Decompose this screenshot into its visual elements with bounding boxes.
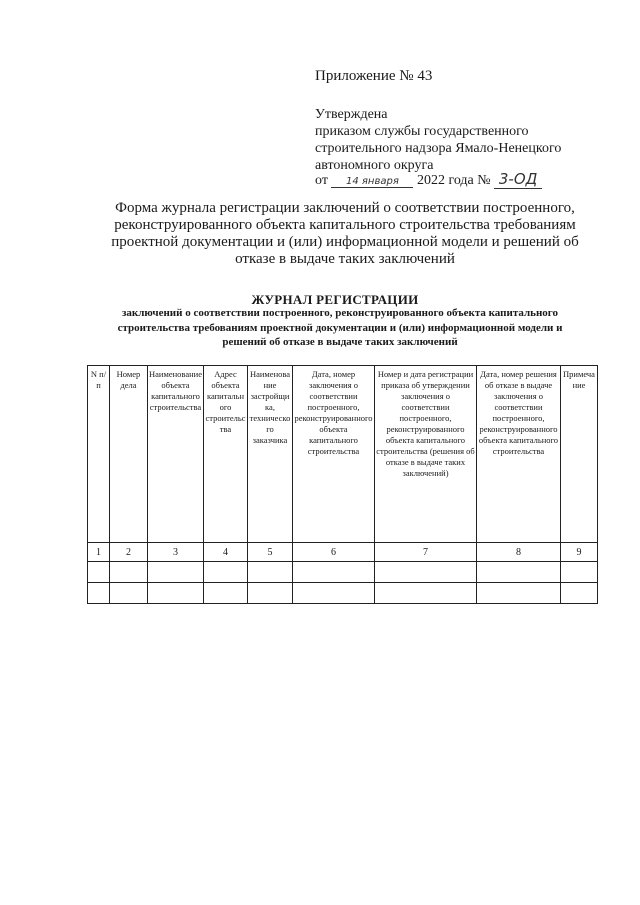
header-cell: Номер дела: [110, 366, 148, 543]
empty-cell: [148, 562, 204, 583]
empty-cell: [88, 583, 110, 604]
column-number: 7: [375, 543, 477, 562]
appendix-number: Приложение № 43: [315, 68, 433, 84]
year-text: 2022 года №: [416, 173, 491, 188]
form-title: Форма журнала регистрации заключений о соответствии построенного, реконструированного объекта капитального строительства требованиям проектной документации и (или) информационной модели и решений об отказе в выдаче таких заключений: [111, 200, 579, 267]
registration-table: [87, 365, 598, 604]
empty-cell: [204, 562, 248, 583]
table-header-row: [88, 366, 598, 543]
approval-line-3: строительного надзора Ямало-Ненецкого: [315, 141, 562, 156]
header-cell: Дата, номер заключения о соответствии построенного, реконструированного объекта капитального строительства: [293, 366, 375, 543]
empty-cell: [477, 583, 561, 604]
header-cell: Примечание: [561, 366, 598, 543]
table-row: [88, 562, 598, 583]
empty-cell: [477, 562, 561, 583]
column-number: 1: [88, 543, 110, 562]
header-cell: Наименование объекта капитального строительства: [148, 366, 204, 543]
empty-cell: [248, 583, 293, 604]
empty-cell: [561, 583, 598, 604]
empty-cell: [110, 583, 148, 604]
handwritten-date: 14 января: [331, 176, 413, 188]
column-number: 5: [248, 543, 293, 562]
header-cell: Адрес объекта капитального строительства: [204, 366, 248, 543]
empty-cell: [375, 562, 477, 583]
empty-cell: [293, 562, 375, 583]
table-row: [88, 583, 598, 604]
header-cell: Наименование застройщика, технического заказчика: [248, 366, 293, 543]
journal-subtitle: заключений о соответствии построенного, реконструированного объекта капитального строительства требованиям проектной документации и (или) информационной модели и решений об отказе в выдаче таких заключений: [117, 307, 563, 348]
column-number-row: [88, 543, 598, 562]
empty-cell: [148, 583, 204, 604]
approval-line-1: Утверждена: [315, 107, 388, 122]
empty-cell: [248, 562, 293, 583]
empty-cell: [88, 562, 110, 583]
column-number: 3: [148, 543, 204, 562]
header-cell: Номер и дата регистрации приказа об утверждении заключения о соответствии построенного, реконструированного объекта капитального строительства (решения об отказе в выдаче таких заключений): [375, 366, 477, 543]
empty-cell: [110, 562, 148, 583]
header-cell: N п/п: [88, 366, 110, 543]
journal-title: ЖУРНАЛ РЕГИСТРАЦИИ: [251, 292, 419, 307]
column-number: 6: [293, 543, 375, 562]
approval-line-2: приказом службы государственного: [315, 124, 529, 139]
header-cell: Дата, номер решения об отказе в выдаче заключения о соответствии построенного, реконструированного объекта капитального строительства: [477, 366, 561, 543]
approval-block: [315, 106, 615, 174]
date-prefix: от: [315, 173, 328, 188]
handwritten-order-number: 3-ОД: [494, 170, 542, 189]
empty-cell: [204, 583, 248, 604]
column-number: 8: [477, 543, 561, 562]
empty-cell: [293, 583, 375, 604]
approval-date-line: [315, 170, 542, 189]
empty-cell: [375, 583, 477, 604]
empty-cell: [561, 562, 598, 583]
approval-line-4: автономного округа: [315, 158, 434, 173]
column-number: 9: [561, 543, 598, 562]
column-number: 4: [204, 543, 248, 562]
column-number: 2: [110, 543, 148, 562]
